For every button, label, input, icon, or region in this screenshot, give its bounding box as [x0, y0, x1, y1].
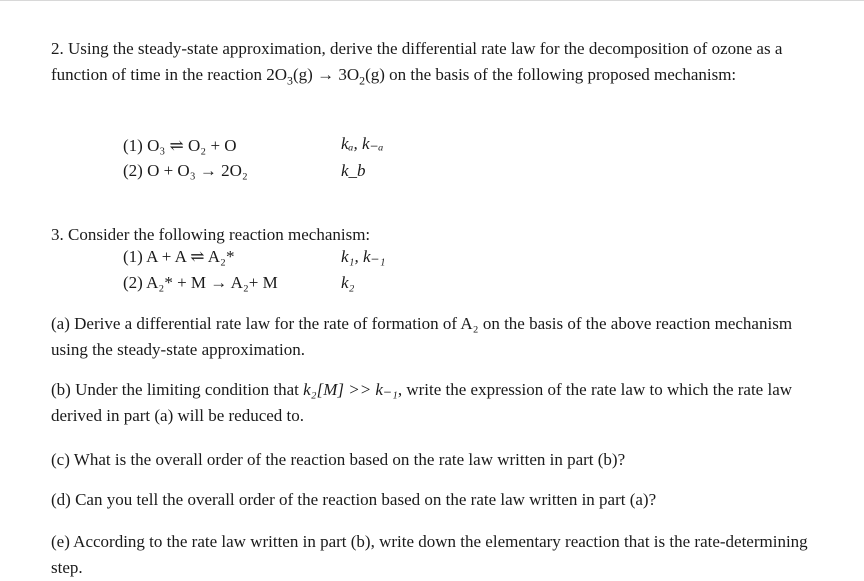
q3-intro: 3. Consider the following reaction mechanism: [51, 225, 371, 244]
q3-part-b [51, 377, 831, 429]
q2-prompt [51, 36, 831, 88]
q3-mechanism-step-1: (1) A + A ⇌ A₂* [123, 247, 235, 266]
q3-rate-constants-1: k₁, k₋₁ [341, 247, 386, 266]
q2-mechanism-step-1: (1) O₃ ⇌ O₂ + O [123, 136, 237, 155]
q3-part-b-condition: k₂[M] >> k₋₁ [303, 380, 398, 399]
q3-part-b-after: , write the expression of the rate law to which the rate law derived in part (a) will be reduced to. [51, 380, 793, 425]
q2-sub-3: 3 [287, 73, 293, 88]
q2-rate-constants-1: kₐ, k₋ₐ [341, 134, 384, 153]
q2-text-before: 2. Using the steady-state approximation, derive the differential rate law for the decomposition of ozone as a function of time in the reaction 2O [51, 39, 783, 84]
q3-part-e: (e) According to the rate law written in part (b), write down the elementary reaction that is the rate-determining step. [51, 532, 808, 577]
q2-sub-2: 2 [359, 73, 366, 88]
q3-part-b-before: (b) Under the limiting condition that [51, 380, 304, 399]
q3-part-a: (a) Derive a differential rate law for the rate of formation of A₂ on the basis of the above reaction mechanism using the steady-state approximation. [51, 314, 793, 359]
q2-rate-constants-2: k_b [341, 161, 366, 180]
q3-part-d: (d) Can you tell the overall order of the reaction based on the rate law written in part (a)? [51, 490, 657, 509]
q2-reaction-mid: (g) → 3O [293, 65, 360, 84]
q3-part-c: (c) What is the overall order of the reaction based on the rate law written in part (b)? [51, 450, 626, 469]
q3-rate-constants-2: k₂ [341, 273, 355, 292]
q2-text-after: (g) on the basis of the following proposed mechanism: [365, 65, 737, 84]
top-divider [0, 0, 864, 1]
q2-mechanism-step-2: (2) O + O₃ → 2O₂ [123, 161, 248, 180]
q3-mechanism-step-2: (2) A₂* + M → A₂+ M [123, 273, 278, 292]
